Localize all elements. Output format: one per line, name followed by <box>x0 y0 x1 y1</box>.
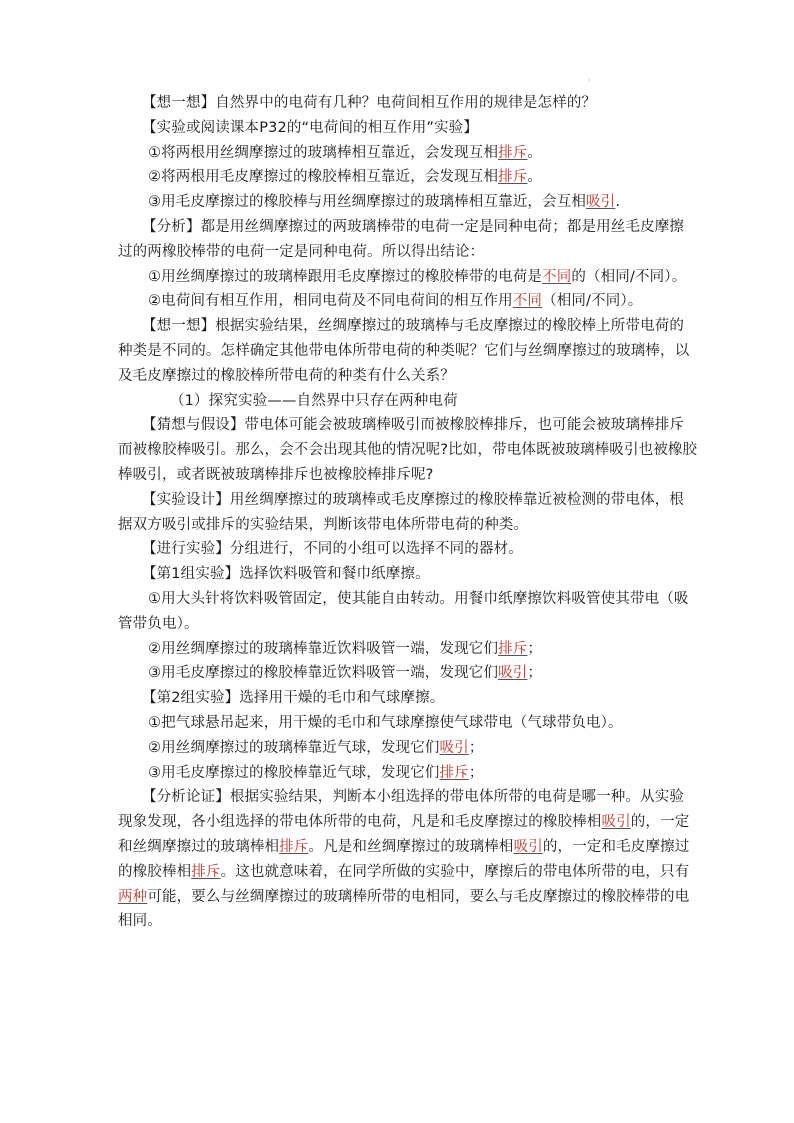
line-text: ③用毛皮摩擦过的橡胶棒靠近气球，发现它们 <box>148 764 440 781</box>
text-line <box>118 587 690 612</box>
answer-blank: 不同 <box>512 293 543 310</box>
text-line <box>118 339 690 364</box>
line-text: 可能，要么与丝绸摩擦过的玻璃棒所带的电相同，要么与毛皮摩擦过的橡胶棒带的电 <box>147 888 690 905</box>
answer-blank: 排斥 <box>439 764 469 781</box>
line-text: 【第2组实验】选择用干燥的毛巾和气球摩擦。 <box>142 690 445 707</box>
text-line <box>118 488 690 513</box>
text-line <box>118 860 690 885</box>
line-text: ③用毛皮摩擦过的橡胶棒与用丝绸摩擦过的玻璃棒相互靠近，会互相 <box>148 194 586 211</box>
line-text: 的，一定 <box>630 814 690 831</box>
text-line <box>118 413 690 438</box>
text-line <box>118 761 690 786</box>
answer-blank: 吸引 <box>439 739 469 756</box>
line-text: 相同。 <box>118 913 162 930</box>
text-line <box>118 835 690 860</box>
line-text: ③用毛皮摩擦过的橡胶棒靠近饮料吸管一端，发现它们 <box>148 665 499 682</box>
line-text: ①将两根用丝绸摩擦过的玻璃棒相互靠近，会发现互相 <box>148 144 499 161</box>
line-text: 现象发现，各小组选择的带电体所带的电荷，凡是和毛皮摩擦过的橡胶棒相 <box>118 814 602 831</box>
answer-blank: 吸引 <box>513 838 543 855</box>
line-text: （相同/不同）。 <box>542 293 643 310</box>
line-text: ①用丝绸摩擦过的玻璃棒跟用毛皮摩擦过的橡胶棒带的电荷是 <box>148 268 543 285</box>
text-line <box>118 165 690 190</box>
line-text: 过的两橡胶棒带的电荷一定是同种电荷。所以得出结论： <box>118 243 485 260</box>
answer-blank: 吸引 <box>601 814 631 831</box>
text-line <box>118 463 690 488</box>
text-line <box>118 537 690 562</box>
text-line <box>118 141 690 166</box>
text-line <box>118 438 698 463</box>
answer-blank: 排斥 <box>191 863 221 880</box>
text-line <box>118 364 690 389</box>
line-text: ； <box>468 764 484 781</box>
line-text: 【分析】都是用丝绸摩擦过的两玻璃棒带的电荷一定是同种电荷；都是用丝毛皮摩擦 <box>142 218 685 235</box>
line-text: ； <box>468 739 484 756</box>
line-text: 【猜想与假设】带电体可能会被玻璃棒吸引而被橡胶棒排斥，也可能会被玻璃棒排斥 <box>142 417 685 434</box>
line-text: 而被橡胶棒吸引。那么，会不会出现其他的情况呢?比如，带电体既被玻璃棒吸引也被橡胶 <box>118 442 698 459</box>
text-line <box>118 91 690 116</box>
line-text: ②将两根用毛皮摩擦过的橡胶棒相互靠近，会发现互相 <box>148 169 499 186</box>
line-text: 【实验或阅读课本P32的“电荷间的相互作用”实验】 <box>142 119 478 136</box>
text-line <box>118 885 690 910</box>
text-line <box>118 637 690 662</box>
answer-blank: 排斥 <box>498 144 528 161</box>
line-text: （1）探究实验——自然界中只存在两种电荷 <box>170 392 458 409</box>
line-text: 棒吸引，或者既被玻璃棒排斥也被橡胶棒排斥呢? <box>118 466 434 483</box>
text-line <box>118 265 690 290</box>
line-text: ； <box>527 640 543 657</box>
line-text: 的橡胶棒相 <box>118 863 192 880</box>
text-line <box>118 513 690 538</box>
answer-blank: 不同 <box>542 268 572 285</box>
line-text: 【想一想】自然界中的电荷有几种？电荷间相互作用的规律是怎样的？ <box>142 95 597 111</box>
text-line <box>118 785 690 810</box>
line-text: 【第1组实验】选择饮料吸管和餐巾纸摩擦。 <box>142 566 430 583</box>
text-line <box>118 240 690 265</box>
text-line <box>118 810 690 835</box>
line-text: ； <box>527 665 543 682</box>
answer-blank: 吸引 <box>586 194 616 211</box>
text-line <box>118 612 690 637</box>
line-text: 。 <box>527 144 543 161</box>
line-text: 管带负电）。 <box>118 615 199 632</box>
text-line <box>118 736 690 761</box>
answer-blank: 排斥 <box>498 640 528 657</box>
line-text: 。 <box>527 169 543 186</box>
answer-blank: 排斥 <box>279 838 309 855</box>
line-text: 。这也就意味着，在同学所做的实验中，摩擦后的带电体所带的电，只有 <box>220 863 690 880</box>
text-line <box>118 190 690 215</box>
text-line <box>118 909 690 934</box>
answer-blank: 两种 <box>118 888 148 905</box>
line-text: 。凡是和丝绸摩擦过的玻璃棒相 <box>308 838 514 855</box>
line-text: 【实验设计】用丝绸摩擦过的玻璃棒或毛皮摩擦过的橡胶棒靠近被检测的带电体，根 <box>142 491 685 508</box>
line-text: 【想一想】根据实验结果，丝绸摩擦过的玻璃棒与毛皮摩擦过的橡胶棒上所带电荷的 <box>142 318 685 335</box>
text-line <box>118 314 690 339</box>
line-text: ①把气球悬吊起来，用干燥的毛巾和气球摩擦使气球带电（气球带负电）。 <box>148 714 623 731</box>
line-text: 【分析论证】根据实验结果，判断本小组选择的带电体所带的电荷是哪一种。从实验 <box>142 789 685 806</box>
line-text: 的，一定和毛皮摩擦过 <box>542 838 690 855</box>
line-text: ①用大头针将饮料吸管固定，使其能自由转动。用餐巾纸摩擦饮料吸管使其带电（吸 <box>148 590 689 607</box>
line-text: ②电荷间有相互作用，相同电荷及不同电荷间的相互作用 <box>148 293 513 310</box>
text-line <box>118 289 690 314</box>
line-text: 种类是不同的。怎样确定其他带电体所带电荷的种类呢？它们与丝绸摩擦过的玻璃棒，以 <box>118 342 690 359</box>
text-line <box>118 711 690 736</box>
text-line <box>118 661 690 686</box>
answer-blank: 排斥 <box>498 169 528 186</box>
line-text: 【进行实验】分组进行，不同的小组可以选择不同的器材。 <box>142 541 523 558</box>
page-marker: · <box>588 76 591 85</box>
line-text: . <box>615 194 621 211</box>
text-line <box>118 562 690 587</box>
text-line <box>118 116 690 141</box>
line-text: 和丝绸摩擦过的玻璃棒相 <box>118 838 280 855</box>
line-text: 据双方吸引或排斥的实验结果，判断该带电体所带电荷的种类。 <box>118 516 529 533</box>
line-text: 的（相同/不同）。 <box>571 268 687 285</box>
line-text: ②用丝绸摩擦过的玻璃棒靠近气球，发现它们 <box>148 739 440 756</box>
text-line <box>118 686 690 711</box>
text-line <box>118 389 690 414</box>
answer-blank: 吸引 <box>498 665 528 682</box>
line-text: ②用丝绸摩擦过的玻璃棒靠近饮料吸管一端，发现它们 <box>148 640 499 657</box>
line-text: 及毛皮摩擦过的橡胶棒所带电荷的种类有什么关系？ <box>118 367 455 384</box>
document-body <box>118 91 698 934</box>
text-line <box>118 215 690 240</box>
